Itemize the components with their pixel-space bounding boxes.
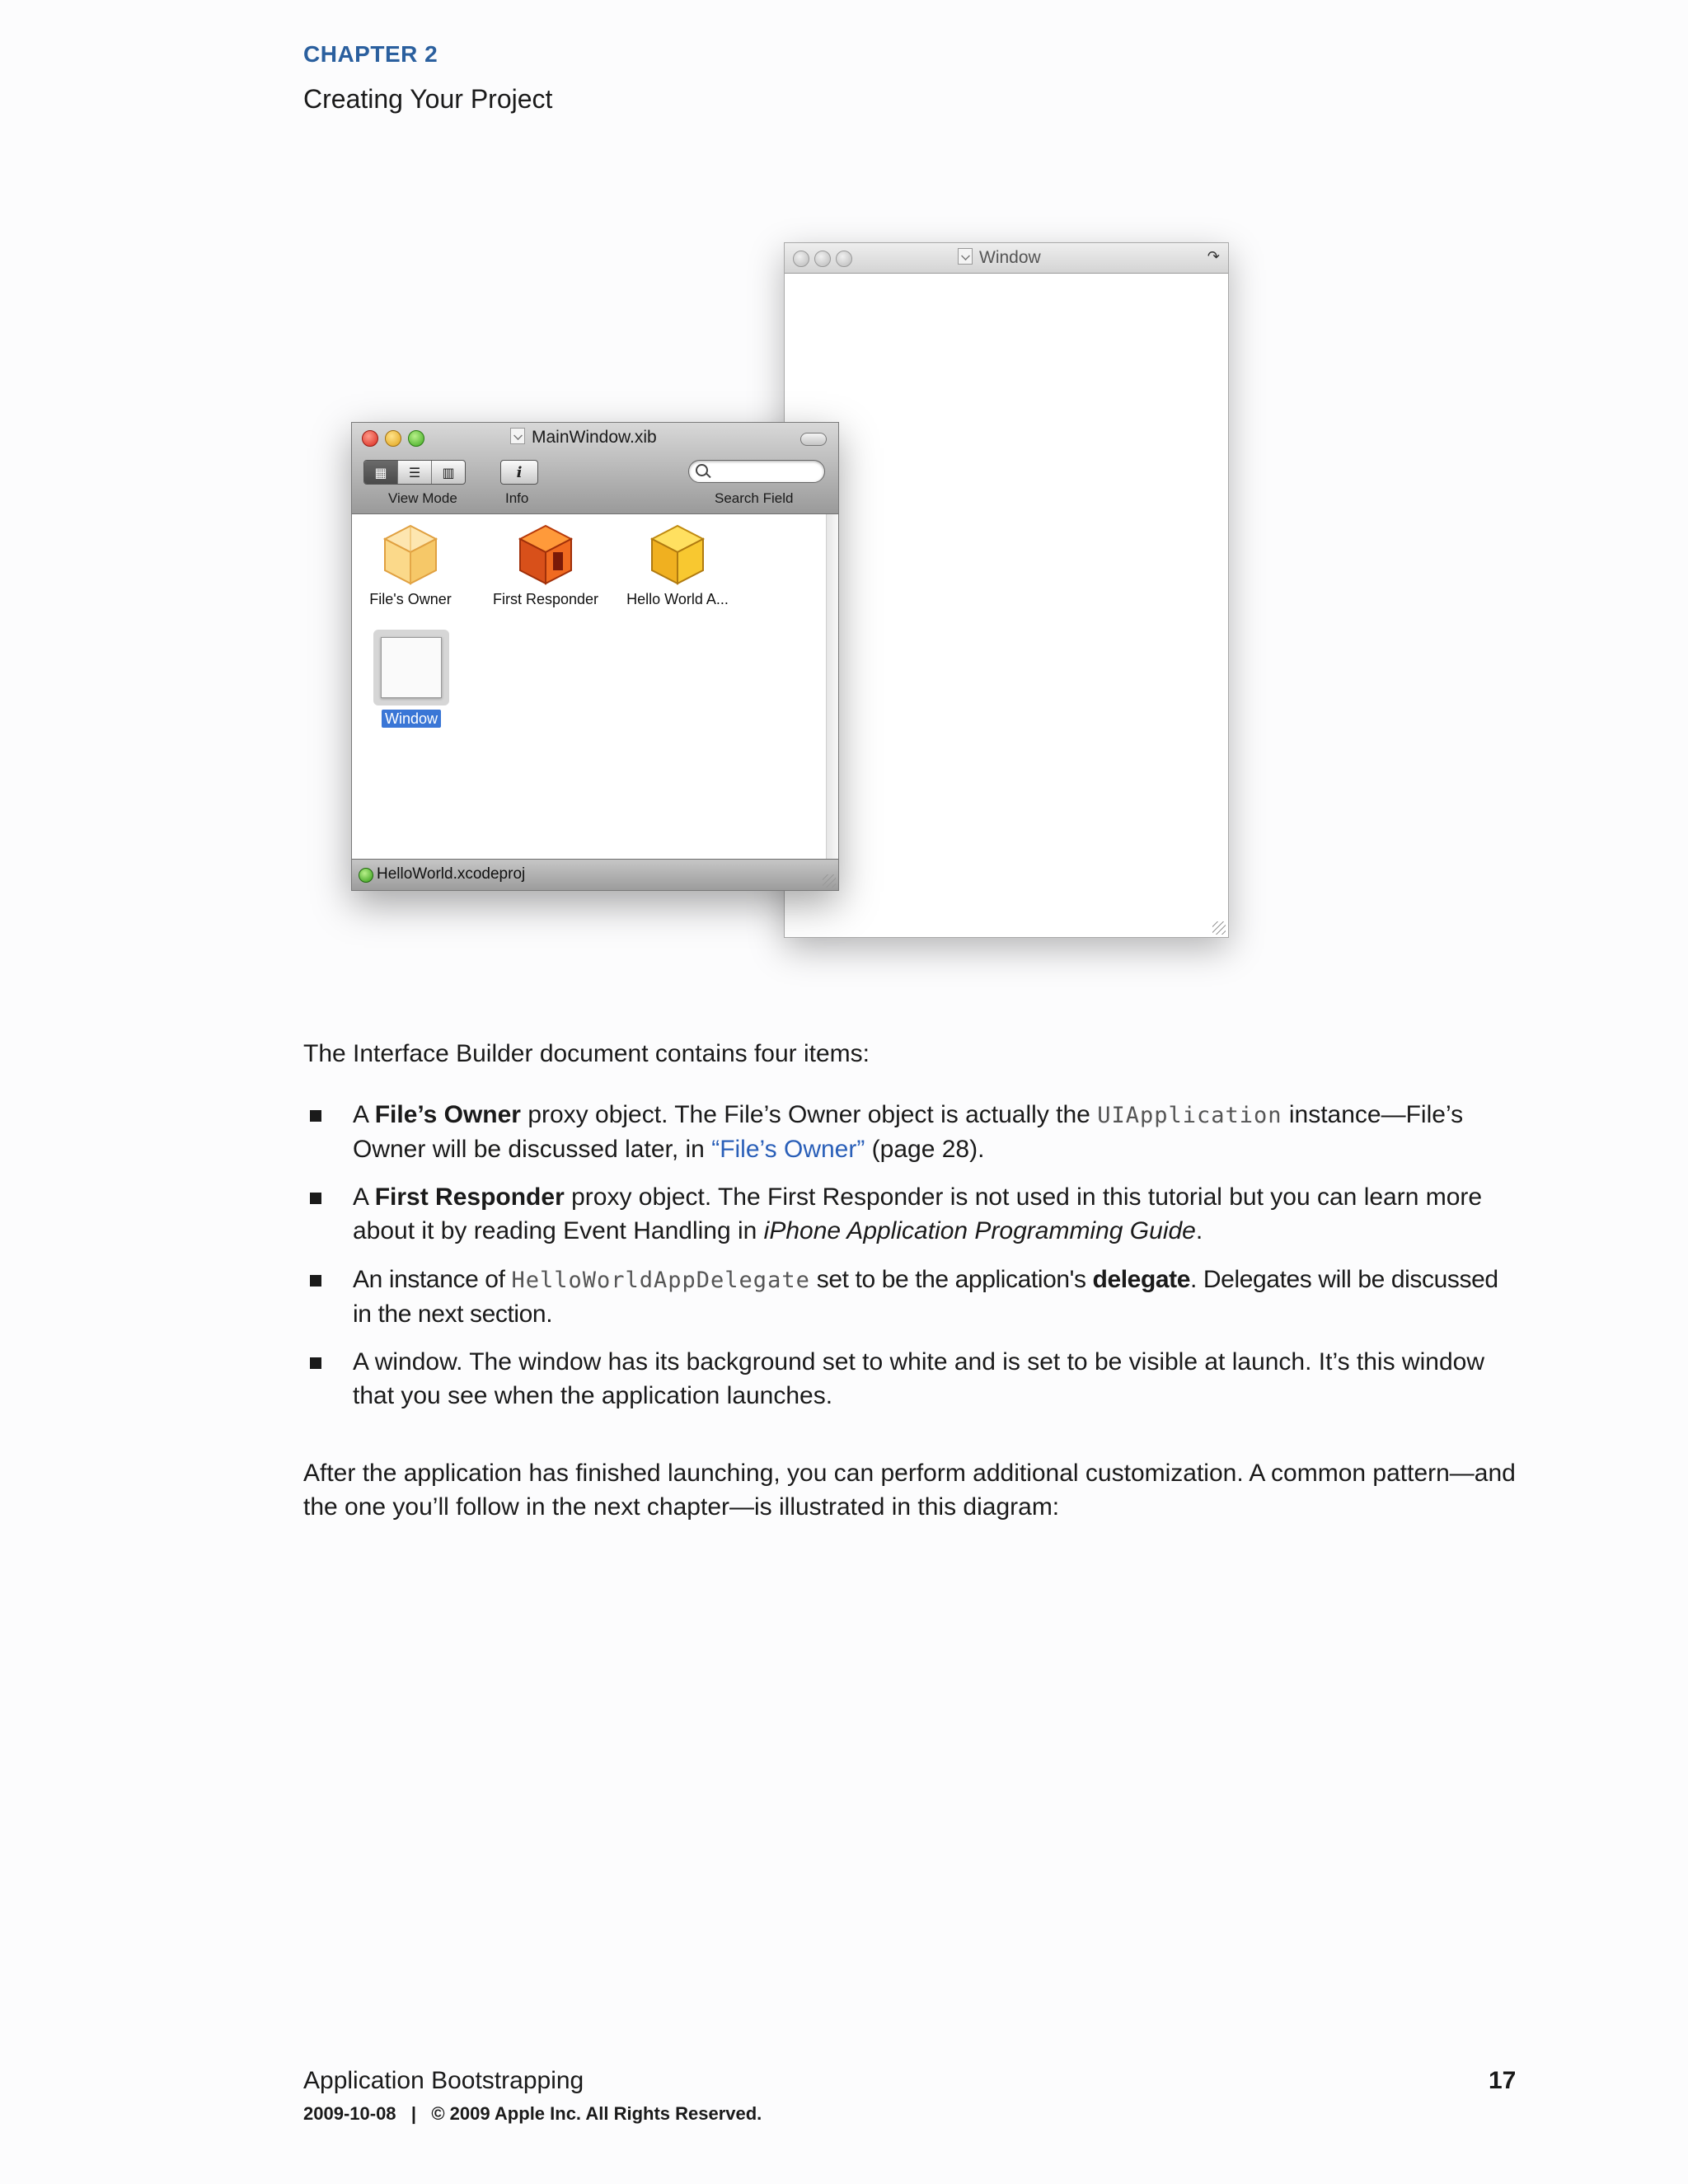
list-view-icon[interactable]: ☰ [398, 461, 432, 484]
zoom-button-icon[interactable] [408, 430, 424, 447]
bullet-icon [310, 1193, 321, 1204]
code-term: HelloWorldAppDelegate [511, 1268, 810, 1293]
object-label-selected: Window [382, 710, 441, 728]
ib-window-title-text: MainWindow.xib [532, 428, 657, 447]
object-app-delegate[interactable] [616, 523, 739, 608]
text-span: set to be the application's [809, 1266, 1093, 1293]
outro-paragraph: After the application has finished launching, you can perform additional customization. A common pattern—and the one you’ll follow in the next chapter—is illustrated in this diagram: [303, 1460, 1516, 1521]
object-window[interactable] [370, 630, 452, 728]
text-span: An instance of [353, 1266, 512, 1293]
object-label: Hello World A... [626, 591, 729, 607]
bold-term: First Responder [374, 1183, 565, 1211]
status-project-name[interactable]: HelloWorld.xcodeproj [377, 865, 526, 883]
object-label: First Responder [492, 591, 599, 607]
document-icon [958, 248, 973, 265]
text-span: proxy object. The File’s Owner object is actually the [520, 1101, 1098, 1128]
search-field[interactable] [688, 460, 825, 483]
resize-grip-icon[interactable] [1212, 921, 1226, 935]
app-delegate-cube-icon [649, 523, 706, 587]
text-span: . [1195, 1217, 1203, 1244]
search-icon [696, 464, 708, 476]
book-title: iPhone Application Programming Guide [763, 1217, 1196, 1244]
toolbar-toggle-button[interactable] [800, 433, 827, 446]
column-view-icon[interactable]: ▥ [442, 464, 455, 480]
first-responder-cube-icon [517, 523, 574, 587]
vertical-scrollbar[interactable] [826, 514, 838, 859]
view-mode-label: View Mode [388, 490, 457, 506]
xib-document-icon [510, 428, 525, 444]
project-status-icon [359, 868, 373, 883]
footer-section-title: Application Bootstrapping [303, 2067, 584, 2094]
bullet-icon [310, 1110, 321, 1122]
bullet-icon [310, 1275, 321, 1286]
code-term: UIApplication [1097, 1103, 1282, 1128]
files-owner-cube-icon [382, 523, 439, 587]
bullet-icon [310, 1357, 321, 1369]
ib-window-title [510, 428, 657, 448]
info-label: Info [505, 490, 529, 506]
rotate-icon[interactable]: ↷ [1207, 248, 1220, 265]
bullet-item-app-delegate [353, 1263, 1523, 1331]
close-button-icon[interactable] [793, 251, 809, 267]
zoom-button-icon[interactable] [836, 251, 852, 267]
minimize-button-icon[interactable] [385, 430, 401, 447]
text-span: proxy object. The First Responder is not used in this tutorial but you can learn more about it by reading Event Handling in [353, 1183, 1483, 1244]
window-titlebar[interactable] [785, 243, 1228, 274]
object-first-responder[interactable] [484, 523, 607, 608]
window-title-text: Window [979, 248, 1041, 267]
window-object-icon [373, 630, 449, 705]
view-mode-segmented-control[interactable] [363, 460, 466, 485]
ib-document-window [351, 422, 839, 891]
object-files-owner[interactable] [362, 523, 459, 608]
window-title [958, 248, 1041, 268]
search-field-label: Search Field [715, 490, 794, 506]
text-span: instance—File’s Owner will be discussed later, in [353, 1101, 1464, 1163]
bold-term: delegate [1092, 1266, 1191, 1293]
text-span: (page 28). [865, 1136, 985, 1163]
ib-toolbar [352, 423, 838, 514]
page-number: 17 [1489, 2067, 1517, 2094]
close-button-icon[interactable] [362, 430, 378, 447]
chapter-label: CHAPTER 2 [303, 41, 438, 67]
text-span: . Delegates will be discussed in the next section. [353, 1266, 1498, 1328]
chapter-title: Creating Your Project [303, 84, 553, 114]
text-span: A [353, 1183, 375, 1211]
cross-reference-link[interactable]: “File’s Owner” [711, 1136, 865, 1163]
bullet-item-window: A window. The window has its background set to white and is set to be visible at launch. It’s this window that you see when the application launches. [353, 1348, 1484, 1409]
bullet-item-files-owner [353, 1098, 1523, 1166]
resize-grip-icon[interactable] [823, 874, 836, 888]
text-span: A [353, 1101, 375, 1128]
bullet-item-first-responder [353, 1180, 1523, 1248]
bold-term: File’s Owner [374, 1101, 521, 1128]
status-bar [352, 859, 838, 890]
ib-object-area [352, 514, 827, 859]
info-button[interactable]: i [500, 460, 538, 485]
minimize-button-icon[interactable] [814, 251, 831, 267]
intro-paragraph: The Interface Builder document contains four items: [303, 1040, 870, 1067]
footer-copyright: 2009-10-08 | © 2009 Apple Inc. All Rights Reserved. [303, 2103, 762, 2124]
icon-view-icon[interactable]: ▦ [364, 461, 398, 484]
object-label: File's Owner [369, 591, 452, 607]
window-preview [784, 242, 1229, 938]
